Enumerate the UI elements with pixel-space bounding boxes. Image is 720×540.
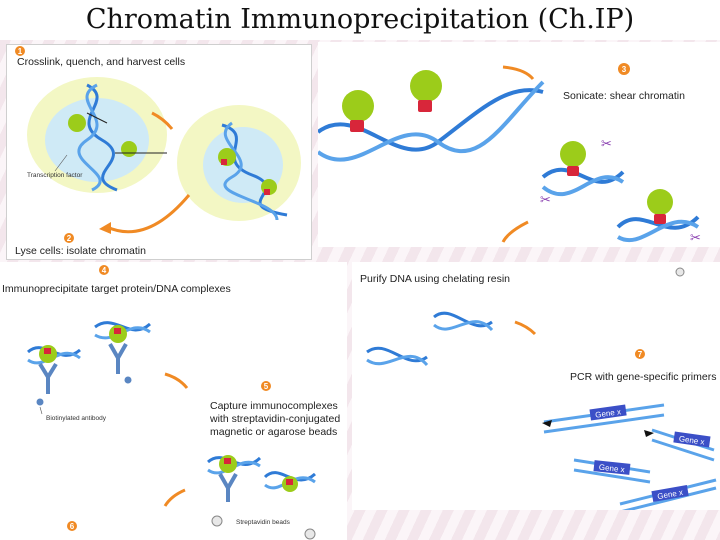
antibody-1 [40, 364, 56, 394]
flow-arrow-3 [503, 67, 533, 79]
nucleus-1 [45, 98, 149, 182]
immunoprecipitate-illustration [0, 262, 347, 540]
step-6-number: 6 [69, 522, 75, 531]
step-3-label: Sonicate: shear chromatin [563, 90, 685, 102]
transcription-factor-annotation: Transcription factor [27, 172, 83, 179]
gene-label-1: Gene x [594, 407, 622, 420]
protein-complex-1 [342, 90, 374, 122]
step-4-number: 4 [101, 266, 107, 275]
flow-arrow-2 [107, 195, 189, 232]
protein-1 [68, 114, 86, 132]
svg-text:✂: ✂ [601, 136, 612, 151]
flow-arrow-6 [165, 490, 185, 506]
svg-text:✂: ✂ [690, 230, 701, 245]
step-1-number: 1 [17, 47, 23, 56]
crosslink-lock-2 [418, 100, 432, 112]
step-2-number: 2 [66, 234, 72, 243]
gene-label-3: Gene x [598, 462, 626, 475]
step-5-label-line-3: magnetic or agarose beads [210, 426, 338, 438]
slide-title: Chromatin Immunoprecipitation (Ch.IP) [85, 4, 635, 35]
panel-crosslink-lyse [6, 44, 312, 260]
crosslink-lock-1 [350, 120, 364, 132]
flow-arrow-5 [165, 374, 187, 388]
pcr-product-4 [620, 480, 716, 510]
flow-arrow-7 [515, 322, 535, 334]
streptavidin-bead-1 [212, 516, 222, 526]
pcr-product-1 [544, 405, 664, 432]
sonicate-illustration [318, 42, 720, 247]
purify-pcr-illustration [352, 262, 720, 510]
step-3-number: 3 [621, 65, 627, 74]
streptavidin-beads-annotation: Streptavidin beads [236, 519, 290, 526]
panel-sonicate [318, 42, 720, 247]
antibody-2 [110, 344, 126, 374]
panel-immunoprecipitate [0, 262, 347, 540]
step-4-label: Immunoprecipitate target protein/DNA complexes [2, 283, 231, 295]
step-1-label: Crosslink, quench, and harvest cells [17, 56, 186, 68]
pcr-product-2 [652, 430, 714, 460]
biotinylated-antibody-annotation: Biotinylated antibody [46, 415, 106, 422]
panel-purify-pcr [352, 262, 720, 510]
crosslink-illustration [7, 45, 311, 259]
streptavidin-bead-2 [305, 529, 315, 539]
step-7-number: 7 [637, 350, 643, 359]
step-7-label: PCR with gene-specific primers [570, 371, 717, 383]
pcr-product-3 [574, 460, 650, 482]
gene-label-2: Gene x [678, 434, 706, 447]
step-5-label-line-2: with streptavidin-conjugated [210, 413, 341, 425]
purify-label: Purify DNA using chelating resin [360, 273, 510, 285]
step-5-label-line-1: Capture immunocomplexes [210, 400, 338, 412]
flow-arrow-4 [503, 222, 528, 242]
protein-complex-2 [410, 70, 442, 102]
step-2-label: Lyse cells: isolate chromatin [15, 245, 146, 257]
svg-text:✂: ✂ [540, 192, 551, 207]
gene-label-4: Gene x [656, 487, 684, 502]
step-5-number: 5 [263, 382, 269, 391]
protein-2 [121, 141, 137, 157]
